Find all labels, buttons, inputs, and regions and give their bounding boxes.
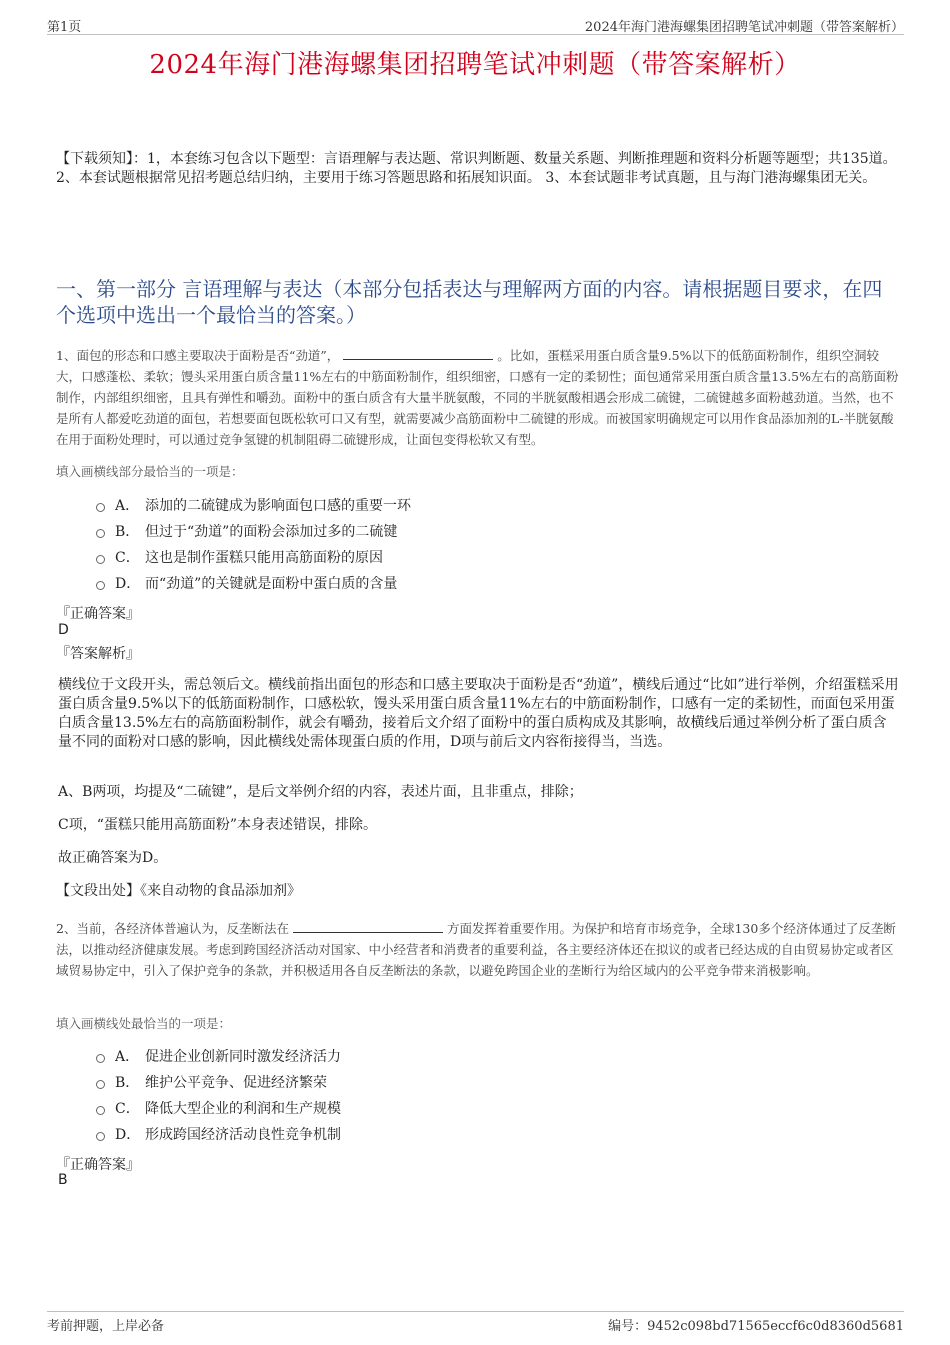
question-2-option-d[interactable]: D． 形成跨国经济活动良性竞争机制	[96, 1121, 341, 1147]
page-number: 第1页	[47, 20, 82, 35]
radio-icon[interactable]	[96, 503, 105, 512]
radio-icon[interactable]	[96, 555, 105, 564]
question-2-prompt: 填入画横线处最恰当的一项是：	[56, 1016, 232, 1031]
question-1-analysis-label: 『答案解析』	[56, 646, 140, 662]
page-footer	[47, 1311, 904, 1334]
question-1-option-b[interactable]: B． 但过于“劲道”的面粉会添加过多的二硫键	[96, 518, 411, 544]
question-1-prompt: 填入画横线部分最恰当的一项是：	[56, 464, 244, 479]
question-1-answer: D	[58, 622, 69, 638]
question-1-analysis-c: C项，“蛋糕只能用高筋面粉”本身表述错误，排除。	[58, 817, 378, 833]
question-1-answer-label: 『正确答案』	[56, 606, 140, 622]
radio-icon[interactable]	[96, 1054, 105, 1063]
header-doc-title: 2024年海门港海螺集团招聘笔试冲刺题（带答案解析）	[584, 20, 904, 35]
question-1-analysis-main: 横线位于文段开头，需总领后文。横线前指出面包的形态和口感主要取决于面粉是否“劲道”，横线后通过“比如”进行举例，介绍蛋糕采用蛋白质含量9.5%以下的低筋面粉制作，口感松软，馒头采用蛋白质含量11%左右的中筋面粉制作，口感有一定的柔韧性，而面包采用蛋白质含量13.5%左右的高筋面粉制作，就会有嚼劲，接着后文介绍了面粉中的蛋白质构成及其影响，故横线后通过举例分析了蛋白质含量不同的面粉对口感的影响，因此横线处需体现蛋白质的作用，D项与前后文内容衔接得当，当选。	[58, 677, 899, 750]
question-2-answer: B	[58, 1172, 68, 1188]
question-1-blank	[343, 347, 493, 360]
question-1-source: 【文段出处】《来自动物的食品添加剂》	[56, 883, 301, 899]
footer-serial: 编号：9452c098bd71565eccf6c0d8360d5681	[608, 1319, 904, 1334]
question-2-option-a[interactable]: A． 促进企业创新同时激发经济活力	[96, 1043, 341, 1069]
question-2-text	[56, 918, 902, 981]
question-1-options	[96, 492, 411, 596]
radio-icon[interactable]	[96, 1106, 105, 1115]
question-2-answer-label: 『正确答案』	[56, 1157, 140, 1173]
question-1-analysis-conclusion: 故正确答案为D。	[58, 850, 168, 866]
question-2-blank	[293, 920, 443, 933]
question-1-option-a[interactable]: A． 添加的二硫键成为影响面包口感的重要一环	[96, 492, 411, 518]
question-1-text-before: 1、面包的形态和口感主要取决于面粉是否“劲道”，	[56, 348, 340, 363]
question-1-option-c[interactable]: C． 这也是制作蛋糕只能用高筋面粉的原因	[96, 544, 411, 570]
page-header	[47, 14, 904, 35]
page-title: 2024年海门港海螺集团招聘笔试冲刺题（带答案解析）	[149, 50, 801, 80]
footer-slogan: 考前押题，上岸必备	[47, 1319, 165, 1334]
question-1-option-d[interactable]: D． 而“劲道”的关键就是面粉中蛋白质的含量	[96, 570, 411, 596]
radio-icon[interactable]	[96, 1132, 105, 1141]
radio-icon[interactable]	[96, 581, 105, 590]
download-notice: 【下载须知】：1，本套练习包含以下题型：言语理解与表达题、常识判断题、数量关系题、判断推理题和资料分析题等题型；共135道。 2、本套试题根据常见招考题总结归纳，主要用于练习答题思路和拓展知识面。 3、本套试题非考试真题，且与海门港海螺集团无关。	[56, 151, 897, 186]
question-2-text-after: 方面发挥着重要作用。为保护和培育市场竞争，全球130多个经济体通过了反垄断法，以推动经济健康发展。考虑到跨国经济活动对国家、中小经营者和消费者的重要利益，各主要经济体还在拟议的或者已经达成的自由贸易协定或者区域贸易协定中，引入了保护竞争的条款，并积极适用各自反垄断法的条款，以避免跨国企业的垄断行为给区域内的公平竞争带来消极影响。	[56, 921, 896, 978]
question-1-analysis-ab: A、B两项，均提及“二硫键”，是后文举例介绍的内容，表述片面，且非重点，排除；	[58, 784, 583, 800]
question-2-option-b[interactable]: B． 维护公平竞争、促进经济繁荣	[96, 1069, 341, 1095]
question-1-text-after: 。比如，蛋糕采用蛋白质含量9.5%以下的低筋面粉制作，组织空洞较大，口感蓬松、柔软；馒头采用蛋白质含量11%左右的中筋面粉制作，组织细密，口感有一定的柔韧性；面包通常采用蛋白质含量13.5%左右的高筋面粉制作，内部组织细密，且具有弹性和嚼劲。面粉中的蛋白质含有大量半胱氨酸，不同的半胱氨酸相遇会形成二硫键，二硫键越多面粉越劲道。当然，也不是所有人都爱吃劲道的面包，若想要面包既松软可口又有型，就需要减少高筋面粉中二硫键的形成。而被国家明确规定可以用作食品添加剂的L-半胱氨酸在用于面粉处理时，可以通过竞争氢键的机制阻碍二硫键形成，让面包变得松软又有型。	[56, 348, 899, 447]
question-1-text	[56, 345, 902, 450]
question-2-text-before: 2、当前，各经济体普遍认为，反垄断法在	[56, 921, 289, 936]
radio-icon[interactable]	[96, 529, 105, 538]
section-heading: 一、第一部分 言语理解与表达（本部分包括表达与理解两方面的内容。请根据题目要求，在四个选项中选出一个最恰当的答案。）	[56, 277, 883, 327]
question-2-option-c[interactable]: C． 降低大型企业的利润和生产规模	[96, 1095, 341, 1121]
radio-icon[interactable]	[96, 1080, 105, 1089]
question-2-options	[96, 1043, 341, 1147]
